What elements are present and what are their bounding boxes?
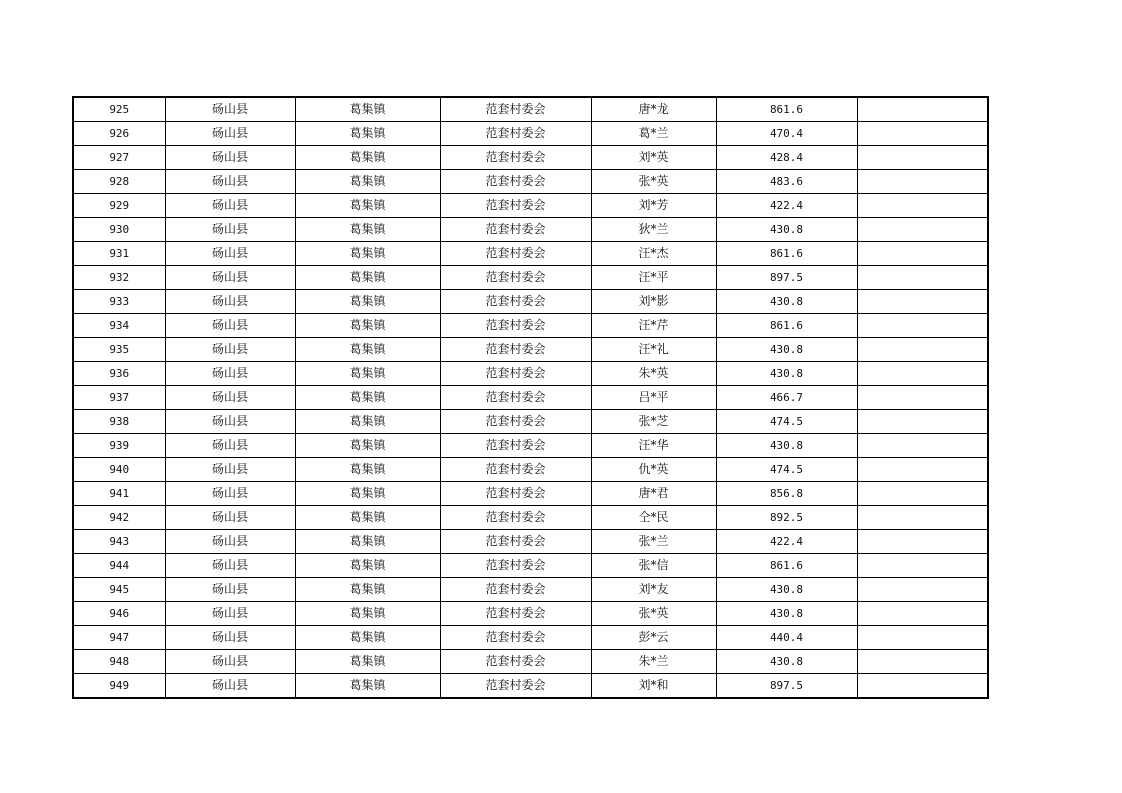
cell-county: 砀山县	[165, 266, 295, 290]
cell-person-name: 彭*云	[591, 626, 716, 650]
cell-village: 范套村委会	[440, 362, 591, 386]
table-row	[73, 554, 988, 578]
table-row	[73, 626, 988, 650]
cell-person-name: 仇*英	[591, 458, 716, 482]
cell-county: 砀山县	[165, 97, 295, 122]
cell-town: 葛集镇	[295, 602, 440, 626]
table-row	[73, 578, 988, 602]
cell-village: 范套村委会	[440, 338, 591, 362]
cell-serial-number: 935	[73, 338, 165, 362]
cell-town: 葛集镇	[295, 97, 440, 122]
cell-note	[857, 194, 988, 218]
cell-person-name: 张*兰	[591, 530, 716, 554]
cell-village: 范套村委会	[440, 170, 591, 194]
cell-amount: 430.8	[716, 650, 857, 674]
cell-county: 砀山县	[165, 602, 295, 626]
table-row	[73, 290, 988, 314]
table-row	[73, 602, 988, 626]
cell-serial-number: 944	[73, 554, 165, 578]
cell-town: 葛集镇	[295, 386, 440, 410]
cell-county: 砀山县	[165, 314, 295, 338]
cell-town: 葛集镇	[295, 458, 440, 482]
table-row	[73, 170, 988, 194]
cell-person-name: 朱*兰	[591, 650, 716, 674]
table-row	[73, 410, 988, 434]
cell-county: 砀山县	[165, 674, 295, 699]
cell-county: 砀山县	[165, 626, 295, 650]
cell-serial-number: 938	[73, 410, 165, 434]
cell-note	[857, 146, 988, 170]
cell-town: 葛集镇	[295, 410, 440, 434]
cell-note	[857, 554, 988, 578]
cell-town: 葛集镇	[295, 626, 440, 650]
cell-amount: 430.8	[716, 338, 857, 362]
cell-serial-number: 940	[73, 458, 165, 482]
cell-person-name: 吕*平	[591, 386, 716, 410]
cell-serial-number: 946	[73, 602, 165, 626]
cell-village: 范套村委会	[440, 506, 591, 530]
cell-serial-number: 929	[73, 194, 165, 218]
table-row	[73, 674, 988, 699]
cell-town: 葛集镇	[295, 578, 440, 602]
cell-amount: 430.8	[716, 578, 857, 602]
cell-note	[857, 386, 988, 410]
cell-county: 砀山县	[165, 386, 295, 410]
cell-amount: 470.4	[716, 122, 857, 146]
cell-village: 范套村委会	[440, 386, 591, 410]
table-row	[73, 506, 988, 530]
table-row	[73, 386, 988, 410]
cell-person-name: 仝*民	[591, 506, 716, 530]
cell-note	[857, 97, 988, 122]
cell-town: 葛集镇	[295, 362, 440, 386]
cell-amount: 856.8	[716, 482, 857, 506]
cell-village: 范套村委会	[440, 410, 591, 434]
cell-village: 范套村委会	[440, 266, 591, 290]
cell-county: 砀山县	[165, 482, 295, 506]
cell-town: 葛集镇	[295, 434, 440, 458]
table-row	[73, 362, 988, 386]
cell-serial-number: 932	[73, 266, 165, 290]
table-row	[73, 314, 988, 338]
cell-serial-number: 939	[73, 434, 165, 458]
cell-county: 砀山县	[165, 506, 295, 530]
cell-serial-number: 941	[73, 482, 165, 506]
cell-town: 葛集镇	[295, 218, 440, 242]
cell-note	[857, 290, 988, 314]
cell-amount: 440.4	[716, 626, 857, 650]
cell-person-name: 狄*兰	[591, 218, 716, 242]
cell-town: 葛集镇	[295, 482, 440, 506]
cell-note	[857, 242, 988, 266]
table-row	[73, 434, 988, 458]
cell-serial-number: 943	[73, 530, 165, 554]
cell-note	[857, 482, 988, 506]
cell-person-name: 张*英	[591, 170, 716, 194]
cell-person-name: 刘*和	[591, 674, 716, 699]
table-row	[73, 218, 988, 242]
cell-village: 范套村委会	[440, 194, 591, 218]
cell-amount: 483.6	[716, 170, 857, 194]
table-row	[73, 242, 988, 266]
cell-village: 范套村委会	[440, 530, 591, 554]
subsidy-table	[72, 96, 989, 699]
cell-county: 砀山县	[165, 554, 295, 578]
table-row	[73, 194, 988, 218]
cell-person-name: 汪*杰	[591, 242, 716, 266]
cell-note	[857, 266, 988, 290]
cell-village: 范套村委会	[440, 314, 591, 338]
cell-town: 葛集镇	[295, 146, 440, 170]
cell-note	[857, 218, 988, 242]
cell-amount: 861.6	[716, 554, 857, 578]
table-body	[73, 97, 988, 698]
cell-county: 砀山县	[165, 218, 295, 242]
cell-county: 砀山县	[165, 362, 295, 386]
cell-serial-number: 928	[73, 170, 165, 194]
cell-person-name: 刘*英	[591, 146, 716, 170]
cell-town: 葛集镇	[295, 314, 440, 338]
cell-person-name: 汪*芹	[591, 314, 716, 338]
cell-person-name: 张*芝	[591, 410, 716, 434]
cell-village: 范套村委会	[440, 554, 591, 578]
cell-village: 范套村委会	[440, 674, 591, 699]
cell-person-name: 汪*平	[591, 266, 716, 290]
cell-amount: 428.4	[716, 146, 857, 170]
cell-county: 砀山县	[165, 410, 295, 434]
cell-note	[857, 362, 988, 386]
cell-serial-number: 933	[73, 290, 165, 314]
cell-village: 范套村委会	[440, 434, 591, 458]
cell-serial-number: 947	[73, 626, 165, 650]
cell-town: 葛集镇	[295, 170, 440, 194]
cell-note	[857, 122, 988, 146]
cell-serial-number: 927	[73, 146, 165, 170]
cell-county: 砀山县	[165, 290, 295, 314]
cell-serial-number: 934	[73, 314, 165, 338]
cell-amount: 430.8	[716, 434, 857, 458]
cell-village: 范套村委会	[440, 482, 591, 506]
cell-town: 葛集镇	[295, 530, 440, 554]
cell-amount: 466.7	[716, 386, 857, 410]
cell-amount: 430.8	[716, 290, 857, 314]
cell-village: 范套村委会	[440, 578, 591, 602]
cell-serial-number: 936	[73, 362, 165, 386]
table-row	[73, 650, 988, 674]
cell-note	[857, 626, 988, 650]
cell-amount: 430.8	[716, 602, 857, 626]
cell-county: 砀山县	[165, 242, 295, 266]
cell-person-name: 刘*芳	[591, 194, 716, 218]
cell-amount: 474.5	[716, 410, 857, 434]
cell-county: 砀山县	[165, 170, 295, 194]
cell-amount: 892.5	[716, 506, 857, 530]
cell-village: 范套村委会	[440, 650, 591, 674]
cell-note	[857, 458, 988, 482]
table-row	[73, 530, 988, 554]
cell-village: 范套村委会	[440, 218, 591, 242]
cell-village: 范套村委会	[440, 146, 591, 170]
cell-county: 砀山县	[165, 194, 295, 218]
cell-amount: 861.6	[716, 97, 857, 122]
cell-town: 葛集镇	[295, 554, 440, 578]
cell-note	[857, 602, 988, 626]
cell-village: 范套村委会	[440, 602, 591, 626]
cell-person-name: 唐*龙	[591, 97, 716, 122]
cell-person-name: 张*英	[591, 602, 716, 626]
cell-county: 砀山县	[165, 650, 295, 674]
cell-village: 范套村委会	[440, 626, 591, 650]
table-row	[73, 97, 988, 122]
cell-amount: 861.6	[716, 242, 857, 266]
cell-county: 砀山县	[165, 122, 295, 146]
cell-serial-number: 949	[73, 674, 165, 699]
cell-town: 葛集镇	[295, 242, 440, 266]
cell-note	[857, 338, 988, 362]
cell-village: 范套村委会	[440, 290, 591, 314]
cell-serial-number: 945	[73, 578, 165, 602]
cell-amount: 897.5	[716, 266, 857, 290]
table-row	[73, 146, 988, 170]
cell-person-name: 刘*影	[591, 290, 716, 314]
cell-person-name: 朱*英	[591, 362, 716, 386]
cell-county: 砀山县	[165, 458, 295, 482]
cell-serial-number: 948	[73, 650, 165, 674]
cell-amount: 422.4	[716, 530, 857, 554]
cell-person-name: 唐*君	[591, 482, 716, 506]
cell-serial-number: 942	[73, 506, 165, 530]
table-row	[73, 266, 988, 290]
cell-person-name: 汪*华	[591, 434, 716, 458]
cell-note	[857, 314, 988, 338]
cell-county: 砀山县	[165, 146, 295, 170]
cell-town: 葛集镇	[295, 122, 440, 146]
cell-person-name: 刘*友	[591, 578, 716, 602]
cell-note	[857, 674, 988, 699]
cell-note	[857, 578, 988, 602]
cell-note	[857, 506, 988, 530]
cell-county: 砀山县	[165, 434, 295, 458]
cell-note	[857, 410, 988, 434]
cell-note	[857, 434, 988, 458]
cell-person-name: 张*信	[591, 554, 716, 578]
cell-serial-number: 930	[73, 218, 165, 242]
cell-amount: 430.8	[716, 218, 857, 242]
cell-person-name: 葛*兰	[591, 122, 716, 146]
cell-note	[857, 650, 988, 674]
cell-village: 范套村委会	[440, 97, 591, 122]
cell-village: 范套村委会	[440, 458, 591, 482]
cell-county: 砀山县	[165, 578, 295, 602]
cell-town: 葛集镇	[295, 506, 440, 530]
cell-village: 范套村委会	[440, 122, 591, 146]
cell-town: 葛集镇	[295, 338, 440, 362]
cell-town: 葛集镇	[295, 650, 440, 674]
cell-amount: 474.5	[716, 458, 857, 482]
cell-town: 葛集镇	[295, 290, 440, 314]
cell-amount: 422.4	[716, 194, 857, 218]
cell-town: 葛集镇	[295, 674, 440, 699]
cell-serial-number: 931	[73, 242, 165, 266]
cell-note	[857, 170, 988, 194]
cell-amount: 897.5	[716, 674, 857, 699]
cell-town: 葛集镇	[295, 194, 440, 218]
cell-note	[857, 530, 988, 554]
table-row	[73, 482, 988, 506]
cell-county: 砀山县	[165, 338, 295, 362]
cell-person-name: 汪*礼	[591, 338, 716, 362]
table-row	[73, 458, 988, 482]
table-row	[73, 122, 988, 146]
cell-serial-number: 926	[73, 122, 165, 146]
table-row	[73, 338, 988, 362]
cell-amount: 861.6	[716, 314, 857, 338]
cell-county: 砀山县	[165, 530, 295, 554]
cell-serial-number: 937	[73, 386, 165, 410]
cell-village: 范套村委会	[440, 242, 591, 266]
cell-serial-number: 925	[73, 97, 165, 122]
cell-town: 葛集镇	[295, 266, 440, 290]
cell-amount: 430.8	[716, 362, 857, 386]
